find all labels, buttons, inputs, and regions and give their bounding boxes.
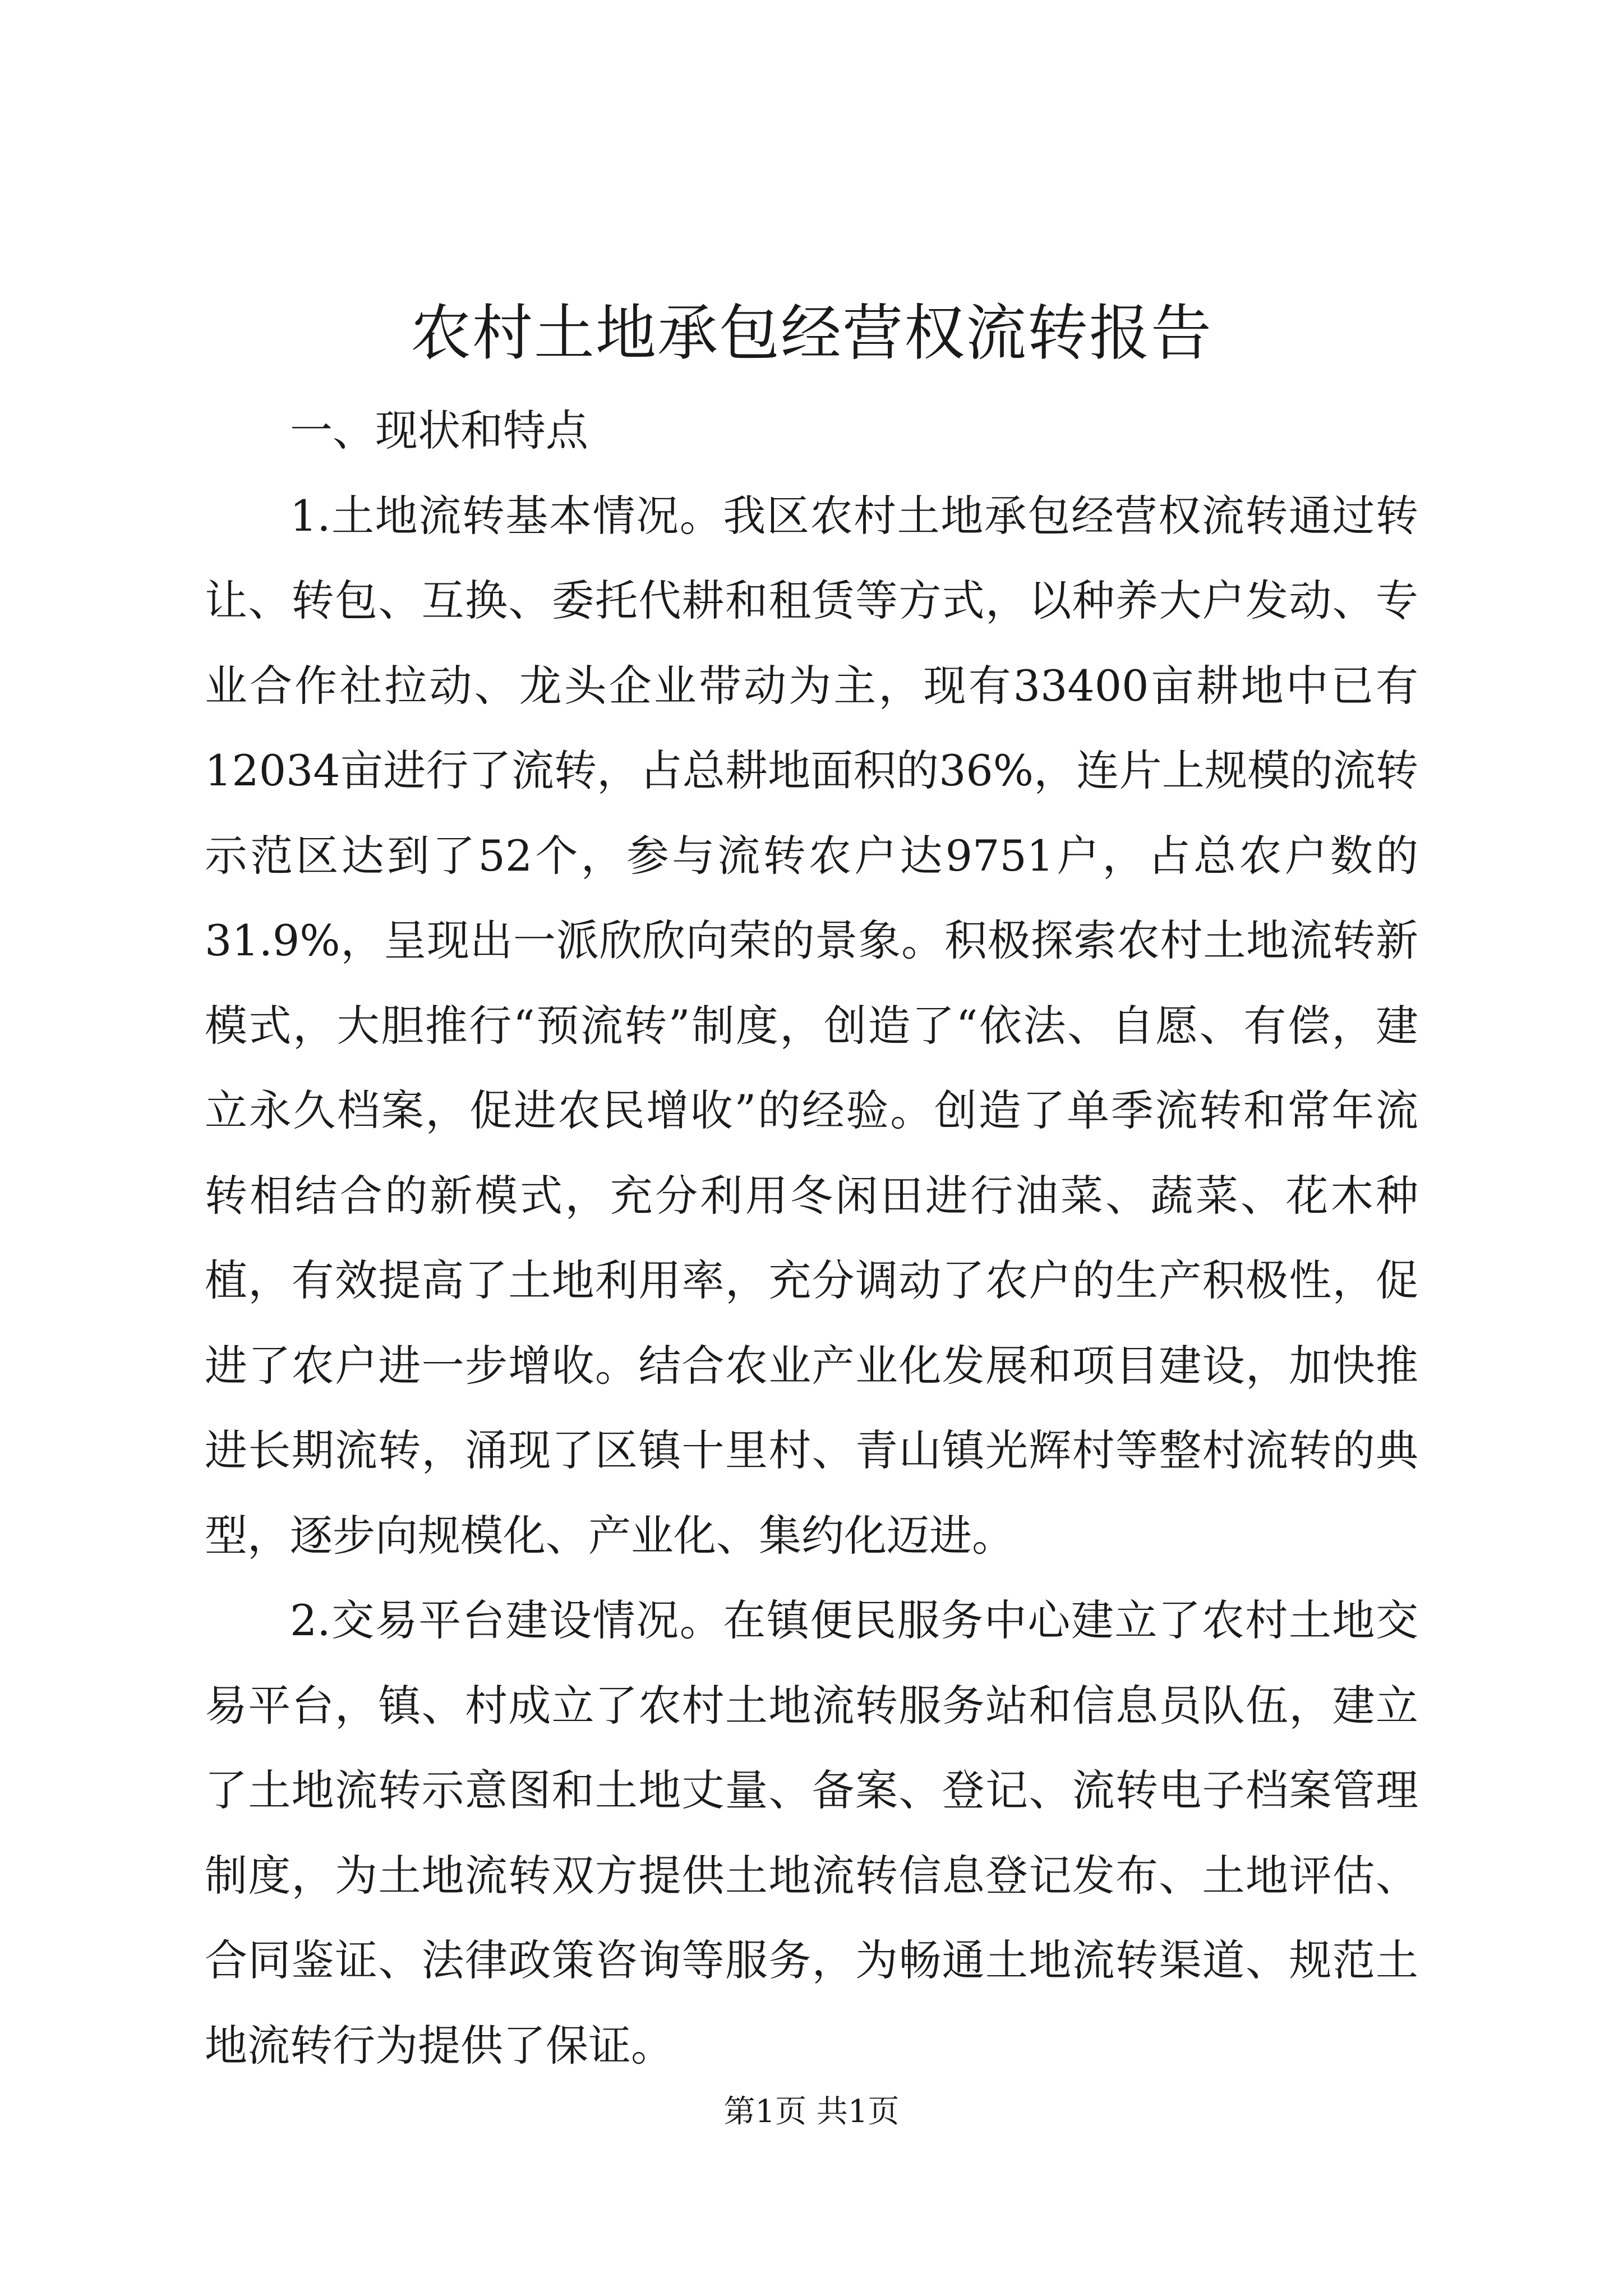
document-title: 农村土地承包经营权流转报告 xyxy=(410,298,1212,369)
paragraph-1: 1.土地流转基本情况。我区农村土地承包经营权流转通过转让、转包、互换、委托代耕和租赁等方式，以种养大户发动、专业合作社拉动、龙头企业带动为主，现有33400亩耕地中已有12034亩进行了流转，占总耕地面积的36%，连片上规模的流转示范区达到了52个，参与流转农户达9751户，占总农户数的31.9%，呈现出一派欣欣向荣的景象。积极探索农村土地流转新模式，大胆推行“预流转”制度，创造了“依法、自愿、有偿，建立永久档案，促进农民增收”的经验。创造了单季流转和常年流转相结合的新模式，充分利用冬闲田进行油菜、蔬菜、花木种植，有效提高了土地利用率，充分调动了农户的生产积极性，促进了农户进一步增收。结合农业产业化发展和项目建设，加快推进长期流转，涌现了区镇十里村、青山镇光辉村等整村流转的典型，逐步向规模化、产业化、集约化迈进。 xyxy=(205,490,1418,1561)
paragraph-2: 2.交易平台建设情况。在镇便民服务中心建立了农村土地交易平台，镇、村成立了农村土地流转服务站和信息员队伍，建立了土地流转示意图和土地丈量、备案、登记、流转电子档案管理制度，为土地流转双方提供土地流转信息登记发布、土地评估、合同鉴证、法律政策咨询等服务，为畅通土地流转渠道、规范土地流转行为提供了保证。 xyxy=(205,1595,1418,2070)
page-footer: 第1页 共1页 xyxy=(723,2093,900,2130)
section-heading: 一、现状和特点 xyxy=(290,406,588,455)
document-body xyxy=(205,388,1418,2088)
